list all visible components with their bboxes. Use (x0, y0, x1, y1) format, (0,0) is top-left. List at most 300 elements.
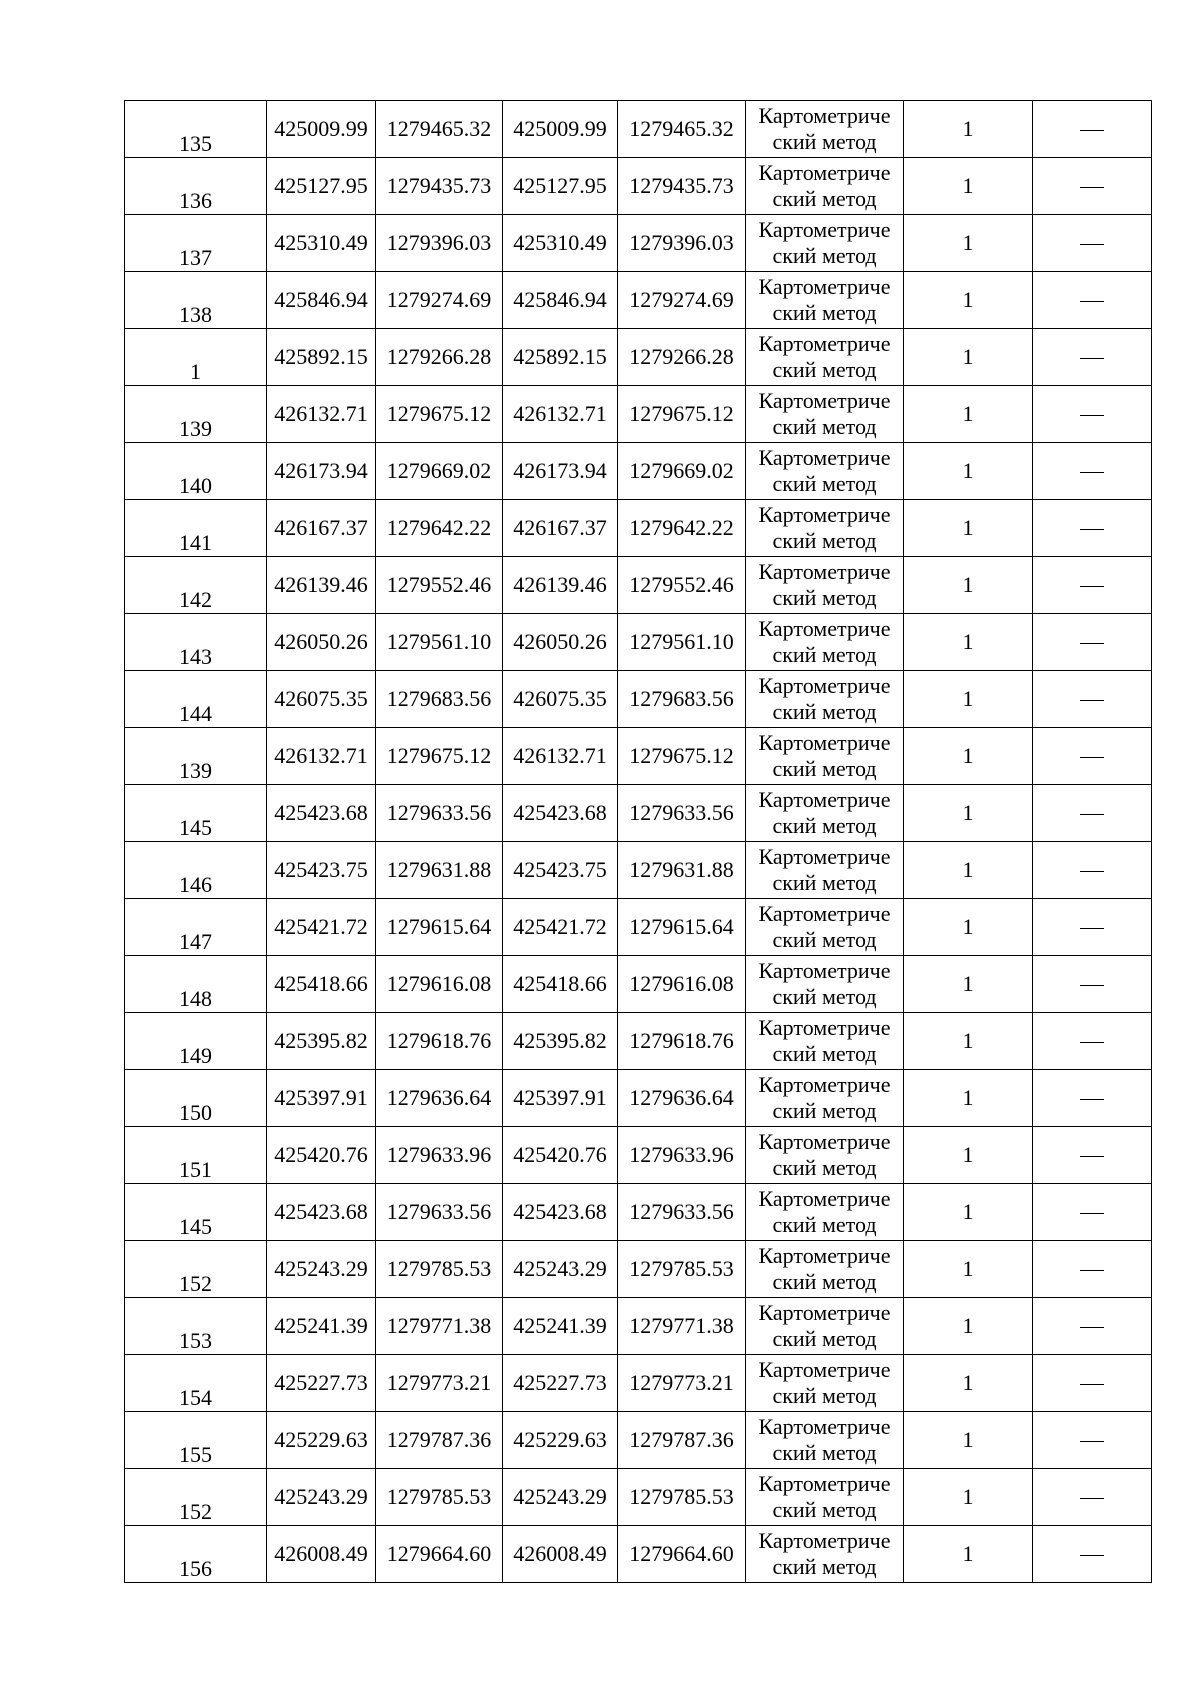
method-text-line: Картометриче (758, 616, 891, 641)
y-coordinate-cell: 1279675.12 (376, 386, 503, 443)
point-number-cell: 1 (125, 329, 267, 386)
x-coordinate-cell: 425397.91 (503, 1070, 618, 1127)
method-text-line: Картометриче (758, 787, 891, 812)
dash-mark (1080, 1213, 1104, 1214)
dash-mark (1080, 1042, 1104, 1043)
x-coordinate-cell: 425395.82 (267, 1013, 376, 1070)
accuracy-cell: 1 (904, 1184, 1033, 1241)
point-number-cell: 153 (125, 1298, 267, 1355)
method-text-line: ский метод (772, 642, 877, 667)
y-coordinate-cell: 1279435.73 (376, 158, 503, 215)
dash-mark (1080, 1498, 1104, 1499)
x-coordinate-cell: 425243.29 (267, 1469, 376, 1526)
dash-mark (1080, 757, 1104, 758)
y-coordinate-cell: 1279631.88 (376, 842, 503, 899)
table-row (125, 1241, 1152, 1298)
table-row (125, 956, 1152, 1013)
coordinates-table-body (125, 101, 1152, 1583)
x-coordinate-cell: 426173.94 (503, 443, 618, 500)
note-cell (1033, 1412, 1152, 1469)
note-cell (1033, 1355, 1152, 1412)
method-text-line: Картометриче (758, 1072, 891, 1097)
table-row (125, 329, 1152, 386)
table-row (125, 842, 1152, 899)
method-cell (746, 1298, 904, 1355)
table-row (125, 500, 1152, 557)
note-cell (1033, 101, 1152, 158)
point-number-cell: 145 (125, 785, 267, 842)
x-coordinate-cell: 425423.68 (267, 785, 376, 842)
y-coordinate-cell: 1279274.69 (618, 272, 746, 329)
x-coordinate-cell: 426132.71 (267, 728, 376, 785)
method-text-line: Картометриче (758, 1243, 891, 1268)
accuracy-cell: 1 (904, 1013, 1033, 1070)
coordinates-table (124, 100, 1152, 1583)
x-coordinate-cell: 426139.46 (267, 557, 376, 614)
table-row (125, 1184, 1152, 1241)
x-coordinate-cell: 425310.49 (267, 215, 376, 272)
method-text-line: ский метод (772, 186, 877, 211)
accuracy-cell: 1 (904, 272, 1033, 329)
y-coordinate-cell: 1279664.60 (376, 1526, 503, 1583)
method-text-line: Картометриче (758, 331, 891, 356)
point-number-cell: 148 (125, 956, 267, 1013)
y-coordinate-cell: 1279552.46 (376, 557, 503, 614)
note-cell (1033, 785, 1152, 842)
note-cell (1033, 1469, 1152, 1526)
method-cell (746, 215, 904, 272)
point-number-cell: 140 (125, 443, 267, 500)
point-number-cell: 149 (125, 1013, 267, 1070)
method-text-line: ский метод (772, 1041, 877, 1066)
method-cell (746, 500, 904, 557)
accuracy-cell: 1 (904, 899, 1033, 956)
note-cell (1033, 386, 1152, 443)
y-coordinate-cell: 1279465.32 (618, 101, 746, 158)
x-coordinate-cell: 425310.49 (503, 215, 618, 272)
method-cell (746, 1412, 904, 1469)
x-coordinate-cell: 425397.91 (267, 1070, 376, 1127)
accuracy-cell: 1 (904, 329, 1033, 386)
point-number-cell: 143 (125, 614, 267, 671)
note-cell (1033, 1241, 1152, 1298)
note-cell (1033, 1184, 1152, 1241)
dash-mark (1080, 928, 1104, 929)
dash-mark (1080, 1441, 1104, 1442)
y-coordinate-cell: 1279615.64 (376, 899, 503, 956)
y-coordinate-cell: 1279266.28 (376, 329, 503, 386)
method-text-line: Картометриче (758, 1414, 891, 1439)
table-row (125, 1355, 1152, 1412)
note-cell (1033, 1127, 1152, 1184)
method-text-line: Картометриче (758, 1471, 891, 1496)
y-coordinate-cell: 1279633.56 (376, 1184, 503, 1241)
y-coordinate-cell: 1279618.76 (618, 1013, 746, 1070)
x-coordinate-cell: 426050.26 (503, 614, 618, 671)
table-row (125, 1127, 1152, 1184)
method-cell (746, 386, 904, 443)
point-number-cell: 151 (125, 1127, 267, 1184)
x-coordinate-cell: 425423.75 (267, 842, 376, 899)
y-coordinate-cell: 1279552.46 (618, 557, 746, 614)
x-coordinate-cell: 425892.15 (267, 329, 376, 386)
y-coordinate-cell: 1279561.10 (618, 614, 746, 671)
accuracy-cell: 1 (904, 1070, 1033, 1127)
method-cell (746, 728, 904, 785)
accuracy-cell: 1 (904, 1469, 1033, 1526)
y-coordinate-cell: 1279274.69 (376, 272, 503, 329)
method-text-line: ский метод (772, 357, 877, 382)
note-cell (1033, 500, 1152, 557)
accuracy-cell: 1 (904, 557, 1033, 614)
method-text-line: ский метод (772, 1554, 877, 1579)
method-text-line: Картометриче (758, 103, 891, 128)
y-coordinate-cell: 1279465.32 (376, 101, 503, 158)
table-row (125, 1526, 1152, 1583)
table-row (125, 1469, 1152, 1526)
method-cell (746, 671, 904, 728)
table-row (125, 1412, 1152, 1469)
note-cell (1033, 158, 1152, 215)
y-coordinate-cell: 1279636.64 (376, 1070, 503, 1127)
x-coordinate-cell: 425243.29 (503, 1469, 618, 1526)
x-coordinate-cell: 425229.63 (267, 1412, 376, 1469)
table-row (125, 215, 1152, 272)
table-row (125, 272, 1152, 329)
point-number-cell: 147 (125, 899, 267, 956)
method-cell (746, 1241, 904, 1298)
method-text-line: ский метод (772, 1212, 877, 1237)
method-text-line: Картометриче (758, 673, 891, 698)
method-cell (746, 1469, 904, 1526)
y-coordinate-cell: 1279785.53 (376, 1241, 503, 1298)
x-coordinate-cell: 425846.94 (503, 272, 618, 329)
accuracy-cell: 1 (904, 386, 1033, 443)
x-coordinate-cell: 425243.29 (503, 1241, 618, 1298)
x-coordinate-cell: 425127.95 (267, 158, 376, 215)
x-coordinate-cell: 425009.99 (267, 101, 376, 158)
point-number-cell: 138 (125, 272, 267, 329)
method-cell (746, 1013, 904, 1070)
accuracy-cell: 1 (904, 500, 1033, 557)
note-cell (1033, 1070, 1152, 1127)
point-number-cell: 136 (125, 158, 267, 215)
x-coordinate-cell: 425423.68 (503, 785, 618, 842)
dash-mark (1080, 244, 1104, 245)
method-cell (746, 557, 904, 614)
dash-mark (1080, 586, 1104, 587)
dash-mark (1080, 187, 1104, 188)
note-cell (1033, 1298, 1152, 1355)
y-coordinate-cell: 1279435.73 (618, 158, 746, 215)
accuracy-cell: 1 (904, 728, 1033, 785)
y-coordinate-cell: 1279618.76 (376, 1013, 503, 1070)
x-coordinate-cell: 425423.68 (267, 1184, 376, 1241)
method-cell (746, 1184, 904, 1241)
x-coordinate-cell: 425241.39 (503, 1298, 618, 1355)
y-coordinate-cell: 1279396.03 (618, 215, 746, 272)
method-text-line: ский метод (772, 813, 877, 838)
x-coordinate-cell: 425227.73 (503, 1355, 618, 1412)
table-row (125, 557, 1152, 614)
x-coordinate-cell: 425421.72 (267, 899, 376, 956)
y-coordinate-cell: 1279642.22 (618, 500, 746, 557)
method-text-line: ский метод (772, 1497, 877, 1522)
accuracy-cell: 1 (904, 956, 1033, 1013)
table-row (125, 785, 1152, 842)
y-coordinate-cell: 1279683.56 (618, 671, 746, 728)
y-coordinate-cell: 1279669.02 (618, 443, 746, 500)
dash-mark (1080, 700, 1104, 701)
x-coordinate-cell: 426167.37 (267, 500, 376, 557)
table-row (125, 386, 1152, 443)
point-number-cell: 150 (125, 1070, 267, 1127)
method-cell (746, 614, 904, 671)
point-number-cell: 154 (125, 1355, 267, 1412)
x-coordinate-cell: 425423.68 (503, 1184, 618, 1241)
dash-mark (1080, 472, 1104, 473)
accuracy-cell: 1 (904, 671, 1033, 728)
note-cell (1033, 272, 1152, 329)
accuracy-cell: 1 (904, 158, 1033, 215)
note-cell (1033, 443, 1152, 500)
note-cell (1033, 1013, 1152, 1070)
method-text-line: ский метод (772, 699, 877, 724)
accuracy-cell: 1 (904, 1298, 1033, 1355)
table-row (125, 158, 1152, 215)
dash-mark (1080, 1384, 1104, 1385)
method-text-line: ский метод (772, 1440, 877, 1465)
method-text-line: Картометриче (758, 1300, 891, 1325)
accuracy-cell: 1 (904, 1526, 1033, 1583)
note-cell (1033, 557, 1152, 614)
dash-mark (1080, 301, 1104, 302)
y-coordinate-cell: 1279633.56 (618, 785, 746, 842)
point-number-cell: 142 (125, 557, 267, 614)
note-cell (1033, 728, 1152, 785)
table-row (125, 1298, 1152, 1355)
x-coordinate-cell: 425227.73 (267, 1355, 376, 1412)
y-coordinate-cell: 1279615.64 (618, 899, 746, 956)
y-coordinate-cell: 1279633.96 (376, 1127, 503, 1184)
x-coordinate-cell: 425418.66 (503, 956, 618, 1013)
method-text-line: ский метод (772, 1269, 877, 1294)
method-cell (746, 158, 904, 215)
accuracy-cell: 1 (904, 1412, 1033, 1469)
point-number-cell: 145 (125, 1184, 267, 1241)
y-coordinate-cell: 1279787.36 (376, 1412, 503, 1469)
note-cell (1033, 671, 1152, 728)
method-cell (746, 329, 904, 386)
accuracy-cell: 1 (904, 1127, 1033, 1184)
dash-mark (1080, 1555, 1104, 1556)
accuracy-cell: 1 (904, 1355, 1033, 1412)
dash-mark (1080, 1156, 1104, 1157)
method-text-line: ский метод (772, 414, 877, 439)
method-cell (746, 443, 904, 500)
point-number-cell: 135 (125, 101, 267, 158)
y-coordinate-cell: 1279561.10 (376, 614, 503, 671)
x-coordinate-cell: 425420.76 (503, 1127, 618, 1184)
x-coordinate-cell: 425395.82 (503, 1013, 618, 1070)
method-text-line: Картометриче (758, 1015, 891, 1040)
y-coordinate-cell: 1279396.03 (376, 215, 503, 272)
method-text-line: ский метод (772, 1326, 877, 1351)
x-coordinate-cell: 425423.75 (503, 842, 618, 899)
x-coordinate-cell: 425846.94 (267, 272, 376, 329)
method-cell (746, 1070, 904, 1127)
accuracy-cell: 1 (904, 215, 1033, 272)
y-coordinate-cell: 1279683.56 (376, 671, 503, 728)
y-coordinate-cell: 1279773.21 (618, 1355, 746, 1412)
x-coordinate-cell: 426167.37 (503, 500, 618, 557)
method-text-line: ский метод (772, 300, 877, 325)
method-text-line: Картометриче (758, 901, 891, 926)
y-coordinate-cell: 1279266.28 (618, 329, 746, 386)
method-text-line: ский метод (772, 243, 877, 268)
y-coordinate-cell: 1279773.21 (376, 1355, 503, 1412)
table-row (125, 671, 1152, 728)
table-row (125, 614, 1152, 671)
point-number-cell: 146 (125, 842, 267, 899)
method-cell (746, 101, 904, 158)
dash-mark (1080, 415, 1104, 416)
method-cell (746, 956, 904, 1013)
method-text-line: Картометриче (758, 730, 891, 755)
note-cell (1033, 899, 1152, 956)
y-coordinate-cell: 1279642.22 (376, 500, 503, 557)
accuracy-cell: 1 (904, 842, 1033, 899)
x-coordinate-cell: 426075.35 (267, 671, 376, 728)
y-coordinate-cell: 1279785.53 (618, 1469, 746, 1526)
x-coordinate-cell: 426075.35 (503, 671, 618, 728)
x-coordinate-cell: 425421.72 (503, 899, 618, 956)
y-coordinate-cell: 1279675.12 (618, 728, 746, 785)
point-number-cell: 152 (125, 1241, 267, 1298)
point-number-cell: 155 (125, 1412, 267, 1469)
point-number-cell: 139 (125, 386, 267, 443)
y-coordinate-cell: 1279664.60 (618, 1526, 746, 1583)
y-coordinate-cell: 1279787.36 (618, 1412, 746, 1469)
method-text-line: ский метод (772, 129, 877, 154)
dash-mark (1080, 985, 1104, 986)
x-coordinate-cell: 426008.49 (503, 1526, 618, 1583)
dash-mark (1080, 643, 1104, 644)
method-text-line: ский метод (772, 471, 877, 496)
point-number-cell: 152 (125, 1469, 267, 1526)
method-text-line: Картометриче (758, 502, 891, 527)
y-coordinate-cell: 1279631.88 (618, 842, 746, 899)
x-coordinate-cell: 426132.71 (503, 386, 618, 443)
accuracy-cell: 1 (904, 101, 1033, 158)
x-coordinate-cell: 425229.63 (503, 1412, 618, 1469)
x-coordinate-cell: 426008.49 (267, 1526, 376, 1583)
x-coordinate-cell: 426132.71 (503, 728, 618, 785)
y-coordinate-cell: 1279785.53 (376, 1469, 503, 1526)
x-coordinate-cell: 426139.46 (503, 557, 618, 614)
accuracy-cell: 1 (904, 614, 1033, 671)
y-coordinate-cell: 1279633.56 (376, 785, 503, 842)
method-cell (746, 785, 904, 842)
x-coordinate-cell: 425127.95 (503, 158, 618, 215)
x-coordinate-cell: 426173.94 (267, 443, 376, 500)
method-text-line: ский метод (772, 870, 877, 895)
method-text-line: ский метод (772, 1098, 877, 1123)
method-text-line: ский метод (772, 927, 877, 952)
method-text-line: Картометриче (758, 445, 891, 470)
dash-mark (1080, 529, 1104, 530)
method-text-line: Картометриче (758, 1129, 891, 1154)
method-text-line: ский метод (772, 1155, 877, 1180)
method-cell (746, 272, 904, 329)
method-text-line: Картометриче (758, 958, 891, 983)
x-coordinate-cell: 425418.66 (267, 956, 376, 1013)
method-text-line: Картометриче (758, 160, 891, 185)
x-coordinate-cell: 425241.39 (267, 1298, 376, 1355)
note-cell (1033, 215, 1152, 272)
method-text-line: Картометриче (758, 217, 891, 242)
point-number-cell: 156 (125, 1526, 267, 1583)
y-coordinate-cell: 1279771.38 (376, 1298, 503, 1355)
accuracy-cell: 1 (904, 1241, 1033, 1298)
y-coordinate-cell: 1279633.96 (618, 1127, 746, 1184)
note-cell (1033, 956, 1152, 1013)
dash-mark (1080, 871, 1104, 872)
y-coordinate-cell: 1279636.64 (618, 1070, 746, 1127)
method-text-line: ский метод (772, 756, 877, 781)
method-text-line: ский метод (772, 1383, 877, 1408)
dash-mark (1080, 814, 1104, 815)
method-text-line: Картометриче (758, 1357, 891, 1382)
y-coordinate-cell: 1279785.53 (618, 1241, 746, 1298)
y-coordinate-cell: 1279675.12 (618, 386, 746, 443)
x-coordinate-cell: 426132.71 (267, 386, 376, 443)
method-text-line: Картометриче (758, 388, 891, 413)
method-cell (746, 899, 904, 956)
x-coordinate-cell: 425892.15 (503, 329, 618, 386)
table-row (125, 101, 1152, 158)
accuracy-cell: 1 (904, 443, 1033, 500)
x-coordinate-cell: 426050.26 (267, 614, 376, 671)
x-coordinate-cell: 425243.29 (267, 1241, 376, 1298)
table-row (125, 1070, 1152, 1127)
point-number-cell: 141 (125, 500, 267, 557)
x-coordinate-cell: 425009.99 (503, 101, 618, 158)
method-text-line: Картометриче (758, 844, 891, 869)
method-cell (746, 1526, 904, 1583)
table-row (125, 899, 1152, 956)
note-cell (1033, 1526, 1152, 1583)
y-coordinate-cell: 1279616.08 (376, 956, 503, 1013)
method-text-line: ский метод (772, 585, 877, 610)
method-cell (746, 1355, 904, 1412)
method-text-line: ский метод (772, 984, 877, 1009)
table-row (125, 443, 1152, 500)
y-coordinate-cell: 1279675.12 (376, 728, 503, 785)
y-coordinate-cell: 1279633.56 (618, 1184, 746, 1241)
y-coordinate-cell: 1279771.38 (618, 1298, 746, 1355)
dash-mark (1080, 1327, 1104, 1328)
dash-mark (1080, 130, 1104, 131)
dash-mark (1080, 358, 1104, 359)
method-text-line: Картометриче (758, 274, 891, 299)
method-text-line: Картометриче (758, 1528, 891, 1553)
point-number-cell: 137 (125, 215, 267, 272)
method-text-line: ский метод (772, 528, 877, 553)
x-coordinate-cell: 425420.76 (267, 1127, 376, 1184)
method-cell (746, 842, 904, 899)
accuracy-cell: 1 (904, 785, 1033, 842)
